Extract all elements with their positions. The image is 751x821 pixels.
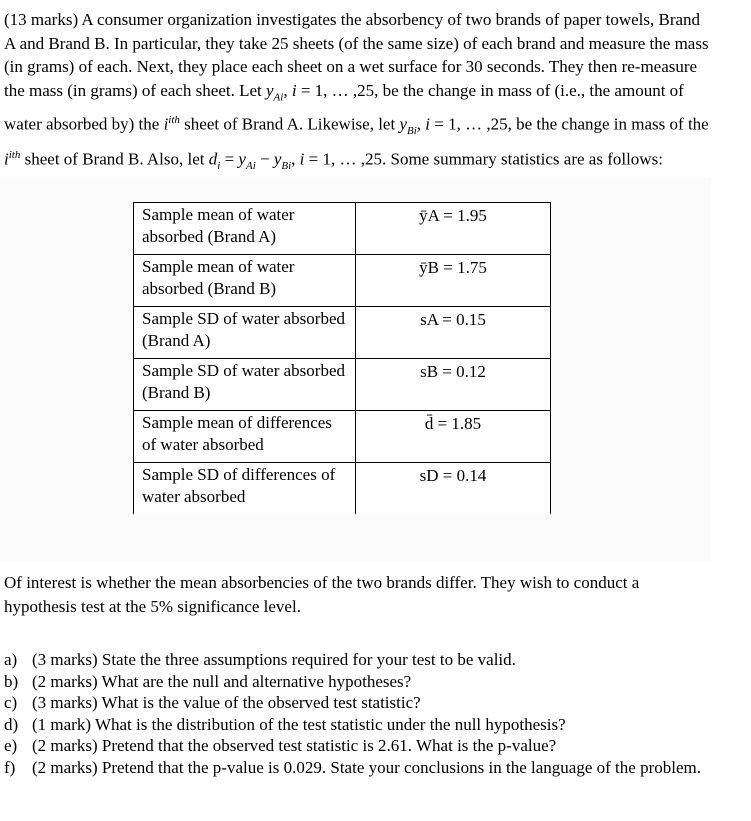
table-row xyxy=(134,307,551,359)
question-item xyxy=(4,735,714,757)
problem-intro: (13 marks) A consumer organization investigates the absorbency of two brands of paper towels, Brand A and Brand B. In particular, they take 25 sheets (of the same size) of each brand and measure the mass (in grams) of each. Next, they place each sheet on a wet surface for 30 seconds. They then re-measure the mass (in grams) of each sheet. Let $y_{Ai}$, i = 1, … ,25, be the change in mass of (i.e., the amount of water absorbed by) the $i^{ith}$ sheet of Brand A. Likewise, let $y_{Bi}$, i = 1, … ,25, be the change in mass of the $i^{ith}$ sheet of Brand B. Also, let $d_i = y_{Ai} - y_{Bi}$, i = 1, … ,25. Some summary statistics are as follows: xyxy=(4,10,709,172)
question-letter: b) xyxy=(4,671,19,691)
question-text: (2 marks) What are the null and alternative hypotheses? xyxy=(32,671,412,691)
question-item xyxy=(4,649,714,671)
stat-value: sA = 0.15 xyxy=(356,307,551,359)
table-row xyxy=(134,411,551,463)
question-item xyxy=(4,714,714,736)
interest-paragraph: Of interest is whether the mean absorbencies of the two brands differ. They wish to conduct a hypothesis test at the 5% significance level. xyxy=(4,573,640,616)
question-item xyxy=(4,757,714,779)
question-letter: d) xyxy=(4,714,19,734)
stat-label: Sample SD of water absorbed (Brand A) xyxy=(134,307,356,359)
stat-value: d̄ = 1.85 xyxy=(356,411,551,463)
stat-label: Sample mean of differences of water absorbed xyxy=(134,411,356,463)
question-text: (2 marks) Pretend that the p-value is 0.029. State your conclusions in the language of the problem. xyxy=(32,757,701,777)
stat-value: sB = 0.12 xyxy=(356,359,551,411)
question-letter: e) xyxy=(4,736,18,755)
stat-value: ȳB = 1.75 xyxy=(356,255,551,307)
question-text: (3 marks) What is the value of the observed test statistic? xyxy=(32,693,421,712)
question-letter: a) xyxy=(4,650,18,669)
question-letter: f) xyxy=(4,757,16,777)
question-item xyxy=(4,671,714,693)
stat-value: ȳA = 1.95 xyxy=(356,203,551,255)
table-row xyxy=(134,463,551,515)
question-list xyxy=(4,649,714,778)
table-row xyxy=(134,359,551,411)
stat-label: Sample SD of water absorbed (Brand B) xyxy=(134,359,356,411)
stat-label: Sample mean of water absorbed (Brand B) xyxy=(134,255,356,307)
question-letter: c) xyxy=(4,693,18,712)
stat-label: Sample SD of differences of water absorbed xyxy=(134,463,356,515)
question-item xyxy=(4,692,714,714)
question-text: (2 marks) Pretend that the observed test statistic is 2.61. What is the p-value? xyxy=(32,736,557,755)
summary-statistics-table xyxy=(133,202,551,514)
question-text: (1 mark) What is the distribution of the test statistic under the null hypothesis? xyxy=(32,714,566,734)
stat-value: sD = 0.14 xyxy=(356,463,551,515)
table-row xyxy=(134,203,551,255)
stat-label: Sample mean of water absorbed (Brand A) xyxy=(134,203,356,255)
table-row xyxy=(134,255,551,307)
question-text: (3 marks) State the three assumptions required for your test to be valid. xyxy=(32,650,516,669)
